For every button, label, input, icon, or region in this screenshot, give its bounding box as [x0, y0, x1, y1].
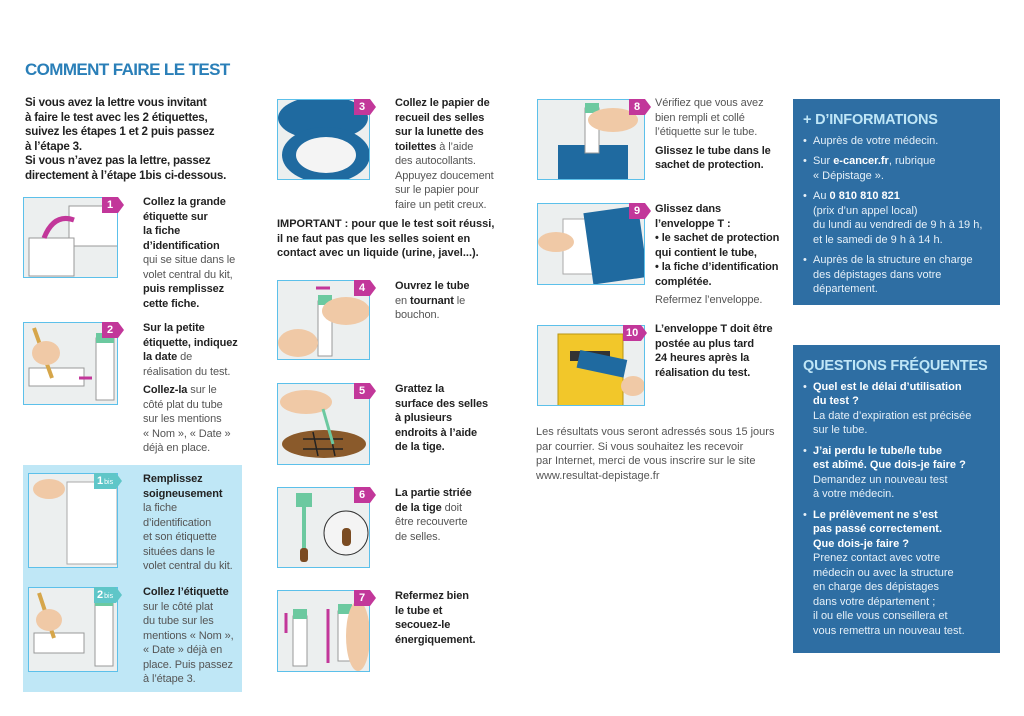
bold-text: étiquette sur [143, 210, 208, 223]
text-line [143, 516, 233, 531]
step-number-badge [102, 197, 118, 213]
step-number: 9 [633, 205, 641, 217]
text-line [143, 253, 235, 268]
bold-text: • la fiche d’identification [655, 261, 779, 273]
step-paragraph [143, 472, 233, 574]
text-line [813, 508, 990, 523]
text: mentions « Nom », [143, 629, 234, 642]
bold-text: secouez-le [395, 619, 451, 631]
text: département. [813, 283, 878, 295]
text-line [143, 643, 234, 658]
step-number: 4 [358, 282, 366, 294]
bold-text: Quel est le délai d’utilisation [813, 380, 962, 393]
text: à l’étape 3. [143, 673, 196, 685]
step-3-instructions [395, 96, 494, 216]
bold-text: Collez le papier de [395, 97, 490, 109]
bold-text: est abîmé. Que dois-je faire ? [813, 459, 966, 471]
text-line [813, 551, 990, 566]
step-8-instructions [655, 96, 771, 177]
step-paragraph [143, 195, 235, 311]
text-line [143, 559, 233, 574]
bold-text: cette fiche. [143, 297, 200, 310]
step-number: 8 [633, 101, 641, 113]
bold-text: 24 heures après la [655, 352, 750, 364]
bold-text: Que dois-je faire ? [813, 537, 909, 550]
text-line [143, 412, 238, 427]
text-line [395, 618, 476, 633]
step-number: 3 [358, 101, 366, 113]
text-line [813, 282, 990, 297]
bold-text: Glissez le tube dans le [655, 144, 771, 157]
text-line [395, 633, 476, 648]
text-line [813, 233, 990, 248]
bold-text: de la tige [395, 501, 442, 514]
text-line [143, 268, 235, 283]
text-line [655, 337, 773, 352]
text: Vérifiez que vous avez [655, 97, 764, 109]
text: sur le tube. [813, 424, 868, 436]
step-number: 2 [106, 324, 114, 336]
text-line [143, 441, 238, 456]
text-line [813, 409, 990, 424]
step-5-instructions [395, 382, 488, 459]
results-website-link[interactable]: www.resultat-depistage.fr [536, 469, 660, 482]
step-number: 1 [97, 475, 104, 487]
text-line [395, 154, 494, 169]
bold-text: Sur la petite [143, 322, 205, 334]
text: d’identification [143, 516, 212, 529]
text-line [813, 204, 990, 219]
bold-text: surface des selles [395, 397, 488, 410]
page-title: COMMENT FAIRE LE TEST [25, 60, 230, 79]
faq-item [803, 380, 990, 438]
text-line [143, 427, 238, 442]
text: médecin ou avec la structure [813, 566, 954, 579]
info-item [803, 189, 990, 247]
text-line [655, 275, 779, 290]
text-line [395, 440, 488, 455]
text-line [143, 383, 238, 398]
text-line [143, 297, 235, 312]
faq-title: QUESTIONS FRÉQUENTES [803, 358, 988, 374]
step-paragraph [395, 486, 472, 544]
step-number: 1 [106, 199, 114, 211]
intro-line: à l’étape 3. [25, 139, 82, 153]
faq-item [803, 508, 990, 639]
text: du lundi au vendredi de 9 h à 19 h, [813, 219, 983, 231]
text-line [143, 336, 238, 351]
step-paragraph [655, 293, 779, 308]
bold-text: Collez l’étiquette [143, 586, 229, 598]
text-line [395, 294, 469, 309]
text-line [813, 380, 990, 395]
step-number-badge [629, 203, 645, 219]
step-paragraph [395, 279, 469, 323]
text: « Dépistage ». [813, 169, 884, 182]
text-line [655, 260, 779, 275]
bis-suffix: bis [104, 593, 114, 600]
text-line [395, 140, 494, 155]
text-line [813, 154, 990, 169]
step-paragraph [655, 96, 771, 140]
text: Refermez l’enveloppe. [655, 294, 763, 306]
text-line [655, 351, 773, 366]
step-number-badge [623, 325, 641, 341]
bis-suffix: bis [104, 479, 114, 486]
text-line [143, 239, 235, 254]
text: doit [441, 501, 462, 514]
step-paragraph [655, 144, 771, 173]
text: , rubrique [888, 155, 936, 167]
text-line [813, 537, 990, 552]
text: vous remettra un nouveau test. [813, 624, 965, 637]
step-number-badge [629, 99, 645, 115]
bold-text: sachet de protection. [655, 159, 764, 171]
bold-text: Remplissez [143, 473, 203, 485]
text-line [813, 473, 990, 488]
text-line [813, 444, 990, 459]
text: l’étiquette sur le tube. [655, 126, 758, 138]
text: du tube sur les [143, 615, 214, 627]
step-2bis-instructions [143, 585, 234, 691]
text: sur les mentions [143, 413, 222, 425]
text-line [813, 423, 990, 438]
text-line [813, 268, 990, 283]
bold-text: Grattez la [395, 383, 445, 395]
text-line [655, 322, 773, 337]
text: Appuyez doucement [395, 169, 494, 182]
step-paragraph [655, 322, 773, 380]
text-line [395, 486, 472, 501]
bold-text: pas passé correctement. [813, 523, 943, 535]
step-number-badge [354, 590, 370, 606]
results-note [536, 425, 774, 483]
text: (prix d’un appel local) [813, 204, 918, 217]
bold-text: qui contient le tube, [655, 246, 757, 259]
step-number-badge [354, 280, 370, 296]
text-line [395, 279, 469, 294]
step-paragraph [143, 383, 238, 456]
bold-text: La partie striée [395, 487, 472, 499]
text: il ou elle vous conseillera et [813, 610, 948, 622]
text-line [395, 530, 472, 545]
text-line [813, 253, 990, 268]
text-line [655, 202, 779, 217]
bold-text: sur la lunette des [395, 126, 484, 138]
text: dans votre département ; [813, 595, 936, 608]
text: situées dans le [143, 545, 215, 558]
text-line [395, 308, 469, 323]
text-line [655, 158, 771, 173]
step-number: 5 [358, 385, 366, 397]
bold-text: la date [143, 351, 178, 363]
text-line [143, 321, 238, 336]
text: à votre médecin. [813, 488, 895, 500]
text-line [655, 111, 771, 126]
bold-text: toilettes [395, 140, 437, 153]
text-line [143, 658, 234, 673]
text-line [813, 218, 990, 233]
bold-text: complétée. [655, 275, 712, 288]
text-line [395, 397, 488, 412]
bold-text: soigneusement [143, 487, 223, 500]
bold-text: à plusieurs [395, 412, 452, 424]
text-line [813, 169, 990, 184]
step-4-instructions [395, 279, 469, 327]
text: bien rempli et collé [655, 111, 745, 124]
step-10-instructions [655, 322, 773, 384]
text-line [395, 125, 494, 140]
text-line [143, 501, 233, 516]
results-line: par courrier. Si vous souhaitez les recevoir [536, 440, 744, 453]
text-line [143, 530, 233, 545]
step-paragraph [395, 96, 494, 212]
text-line [813, 566, 990, 581]
text-line [395, 604, 476, 619]
text-line [813, 595, 990, 610]
bold-text: d’identification [143, 239, 220, 252]
results-line: Les résultats vous seront adressés sous 15 jours [536, 426, 775, 438]
text: La date d’expiration est précisée [813, 409, 972, 422]
text-line [143, 629, 234, 644]
text-line [655, 96, 771, 111]
important-line: contact avec un liquide (urine, javel...). [277, 247, 479, 260]
bold-text: Collez la grande [143, 196, 226, 208]
text-line [143, 195, 235, 210]
text: place. Puis passez [143, 658, 233, 671]
info-item [803, 134, 990, 149]
more-info-box [793, 99, 1000, 305]
text-line [395, 183, 494, 198]
text: Demandez un nouveau test [813, 473, 948, 486]
text: des dépistages dans votre [813, 268, 942, 281]
text-line [395, 426, 488, 441]
bold-text: postée au plus tard [655, 337, 754, 350]
step-paragraph [395, 382, 488, 455]
text: côté plat du tube [143, 398, 223, 411]
text: faire un petit creux. [395, 198, 487, 211]
text: et son étiquette [143, 531, 217, 543]
text-line [395, 501, 472, 516]
bold-text: le tube et [395, 604, 443, 617]
step-1bis-instructions [143, 472, 233, 578]
results-line: par Internet, merci de vous inscrire sur le site [536, 455, 756, 468]
text-line [655, 293, 779, 308]
bold-text: 0 810 810 821 [829, 190, 900, 202]
bold-text: puis remplissez [143, 283, 225, 295]
text: volet central du kit, [143, 268, 233, 281]
bold-text: l’enveloppe T : [655, 217, 731, 230]
more-info-title: + D’INFORMATIONS [803, 112, 938, 128]
step-number: 7 [358, 592, 366, 604]
step-paragraph [395, 589, 476, 647]
intro-line: suivez les étapes 1 et 2 puis passez [25, 125, 215, 139]
step-number-badge [354, 487, 370, 503]
text: des autocollants. [395, 155, 476, 167]
text-line [395, 382, 488, 397]
text: bouchon. [395, 309, 440, 321]
text-line [395, 96, 494, 111]
bold-text: L’enveloppe T doit être [655, 323, 773, 335]
intro-line: directement à l’étape 1bis ci-dessous. [25, 168, 227, 182]
text-line [813, 609, 990, 624]
text-line [143, 600, 234, 615]
step-paragraph [143, 321, 238, 379]
text: à l’aide [436, 140, 474, 153]
text: sur le côté plat [143, 600, 213, 613]
text: le [453, 294, 466, 307]
text: la fiche [143, 502, 178, 514]
text-line [813, 487, 990, 502]
text: Auprès de la structure en charge [813, 254, 973, 266]
text-line [143, 210, 235, 225]
bold-text: e-cancer.fr [833, 155, 889, 167]
text: Au [813, 190, 830, 202]
step-number: 10 [626, 327, 639, 339]
bold-text: réalisation du test. [655, 366, 751, 379]
step-paragraph [143, 585, 234, 687]
text-line [143, 365, 238, 380]
text-line [143, 224, 235, 239]
text-line [813, 134, 990, 149]
important-line: IMPORTANT : pour que le test soit réussi, [277, 218, 495, 230]
text: qui se situe dans le [143, 254, 236, 266]
step-number-badge [94, 473, 116, 489]
text-line [143, 672, 234, 687]
text-line [395, 198, 494, 213]
text-line [395, 589, 476, 604]
text: Sur [813, 155, 834, 167]
text: en [395, 294, 410, 307]
text: sur le papier pour [395, 184, 479, 196]
bold-text: recueil des selles [395, 111, 485, 124]
bold-text: étiquette, indiquez [143, 336, 238, 349]
bold-text: Ouvrez le tube [395, 280, 470, 292]
faq-item [803, 444, 990, 502]
text-line [813, 458, 990, 473]
text-line [143, 282, 235, 297]
text-line [813, 624, 990, 639]
bold-text: Collez-la [143, 384, 188, 396]
step-number-badge [94, 587, 116, 603]
text: Prenez contact avec votre [813, 552, 941, 564]
important-note [277, 217, 494, 261]
bold-text: énergiquement. [395, 633, 476, 646]
text: volet central du kit. [143, 560, 233, 572]
step-number: 6 [358, 489, 366, 501]
text-line [143, 487, 233, 502]
text-line [813, 189, 990, 204]
bold-text: Refermez bien [395, 590, 469, 602]
step-9-instructions [655, 202, 779, 312]
text-line [395, 515, 472, 530]
text-line [143, 350, 238, 365]
bold-text: endroits à l’aide [395, 426, 478, 439]
bold-text: • le sachet de protection [655, 232, 780, 244]
intro-text [25, 96, 226, 184]
text: être recouverte [395, 516, 468, 528]
intro-line: Si vous n’avez pas la lettre, passez [25, 154, 211, 168]
step-number-badge [102, 322, 118, 338]
text: en charge des dépistages [813, 581, 939, 593]
text-line [813, 522, 990, 537]
step-paragraph [655, 202, 779, 289]
text: et le samedi de 9 h à 14 h. [813, 233, 943, 246]
text: de [177, 351, 193, 363]
text: Auprès de votre médecin. [813, 134, 939, 147]
text-line [655, 246, 779, 261]
bold-text: J’ai perdu le tube/le tube [813, 444, 942, 457]
bold-text: tournant [410, 294, 454, 307]
text-line [813, 580, 990, 595]
bold-text: la fiche [143, 225, 181, 237]
text-line [395, 169, 494, 184]
text-line [395, 411, 488, 426]
bold-text: de la tige. [395, 441, 445, 453]
text-line [655, 125, 771, 140]
text-line [655, 231, 779, 246]
step-1-instructions [143, 195, 235, 315]
step-7-instructions [395, 589, 476, 651]
step-number: 2 [97, 589, 104, 601]
step-2-instructions [143, 321, 238, 460]
text-line [813, 394, 990, 409]
text: « Nom », « Date » [143, 427, 231, 440]
text-line [395, 111, 494, 126]
info-item [803, 253, 990, 297]
text-line [143, 472, 233, 487]
faq-box [793, 345, 1000, 653]
step-6-instructions [395, 486, 472, 548]
bold-text: Le prélèvement ne s’est [813, 508, 938, 521]
text-line [143, 585, 234, 600]
step-number-badge [354, 99, 370, 115]
info-item [803, 154, 990, 183]
text: de selles. [395, 530, 441, 543]
text: réalisation du test. [143, 365, 231, 378]
step-number-badge [354, 383, 370, 399]
text-line [143, 545, 233, 560]
text-line [143, 398, 238, 413]
text-line [655, 217, 779, 232]
text: sur le [187, 384, 217, 396]
text-line [143, 614, 234, 629]
text-line [655, 366, 773, 381]
text: déjà en place. [143, 442, 211, 454]
intro-line: Si vous avez la lettre vous invitant [25, 96, 207, 109]
important-line: il ne faut pas que les selles soient en [277, 232, 471, 245]
bold-text: Glissez dans [655, 203, 722, 215]
bold-text: du test ? [813, 395, 859, 407]
intro-line: à faire le test avec les 2 étiquettes, [25, 110, 208, 124]
text: « Date » déjà en [143, 644, 223, 656]
text-line [655, 144, 771, 159]
